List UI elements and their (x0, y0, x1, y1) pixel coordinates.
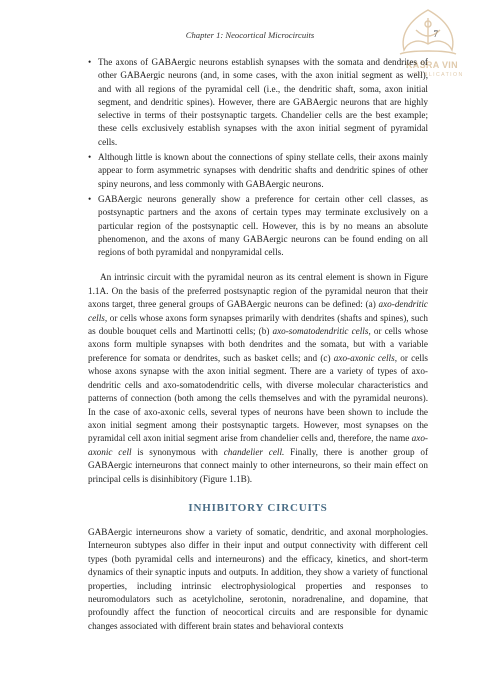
list-item (88, 56, 428, 149)
list-item (88, 151, 428, 191)
bullet-icon: • (88, 152, 92, 163)
text-run: An intrinsic circuit with the pyramidal neuron as its central element is shown in Figure 1.1A. On the basis of the preferred postsynaptic region of the pyramidal neuron that their axons target, three general groups of GABAergic neurons can be defined: (a) (88, 272, 428, 310)
page-number: 7 (433, 29, 438, 39)
term-axo-dendritic: axo-dendritic cells, (88, 299, 428, 323)
text-run: is synonymous with (131, 446, 224, 457)
watermark-tagline: PUBLICATION (414, 72, 464, 78)
list-item-text: GABAergic neurons generally show a preference for certain other cell classes, as postsynaptic partners and the axons of certain types may terminate exclusively on a particular region of the postsynaptic cell. However, this is by no means an absolute phenomenon, and the axons of many GABAergic neurons can be found ending on all regions of both pyramidal and nonpyramidal cells. (98, 193, 428, 258)
list-item-text: Although little is known about the connections of spiny stellate cells, their axons mainly appear to form asymmetric synapses with dendritic shafts and dendritic spines of other spiny neurons, and less commonly with GABAergic neurons. (98, 152, 428, 189)
list-item-text: The axons of GABAergic neurons establish synapses with the somata and dendrites of other GABAergic neurons (and, in some cases, with the axon initial segment as well), and with all regions of the pyramidal cell (i.e., the dendritic shaft, soma, axon initial segment, and dendritic spines). However, there are GABAergic neurons that are highly selective in terms of their postsynaptic targets. Chandelier cells are the best example; these cells exclusively establish synapses with the axon initial segment of pyramidal cells. (98, 57, 428, 147)
text-run: or cells whose axons form synapses primarily with dendrites (shafts and spines), such as double bouquet cells and Martinotti cells; (b) (88, 312, 428, 337)
section-heading: INHIBITORY CIRCUITS (188, 501, 328, 514)
term-axo-axonic: axo-axonic cells (333, 352, 395, 363)
page-body (88, 56, 428, 633)
text-run: Finally, there is another group of GABAergic interneurons that connect mainly to other interneurons, so their main effect on principal cells is disinhibitory (Figure 1.1B). (88, 446, 428, 484)
list-item (88, 193, 428, 259)
term-axo-axonic-cell: axo-axonic cell (88, 433, 428, 457)
watermark-brand: KASRA VIN (406, 60, 458, 70)
text-run: or cells whose axons form multiple synapses with both dendrites and the somata, but with a variable preference for somata or dendrites, such as basket cells; and (c) (88, 326, 428, 363)
paragraph-inhibitory-circuits: GABAergic interneurons show a variety of somatic, dendritic, and axonal morphologies. Interneuron subtypes also differ in their input and output connectivity with different cell types (both pyramidal cells and interneurons) and the efficacy, kinetics, and short-term dynamics of their synaptic inputs and outputs. In addition, they show a variety of functional properties, including intrinsic electrophysiological properties and responses to neuromodulators such as acetylcholine, serotonin, noradrenaline, and dopamine, that profoundly affect the function of neocortical circuits and are responsible for dynamic changes associated with different brain states and behavioral contexts (88, 526, 428, 631)
term-axo-somatodendritic: axo-somatodendritic cells, (272, 326, 371, 337)
text-run: , or cells whose axons synapse with the axon initial segment. There are a variety of types of axo-dendritic cells and axo-somatodendritic cells, with diverse molecular characteristics and patterns of connection (both among the cells themselves and with the pyramidal neurons). In the case of axo-axonic cells, several types of neurons have been shown to include the axon initial segment among their postsynaptic targets. However, most synapses on the pyramidal cell axon initial segment arise from chandelier cells and, therefore, the name (88, 352, 429, 444)
running-head: Chapter 1: Neocortical Microcircuits (185, 30, 315, 40)
paragraph-intrinsic-circuit (88, 271, 428, 486)
term-chandelier-cell: chandelier cell. (223, 446, 285, 457)
bullet-list (88, 56, 428, 259)
bullet-icon: • (88, 193, 92, 204)
bullet-icon: • (88, 57, 92, 67)
